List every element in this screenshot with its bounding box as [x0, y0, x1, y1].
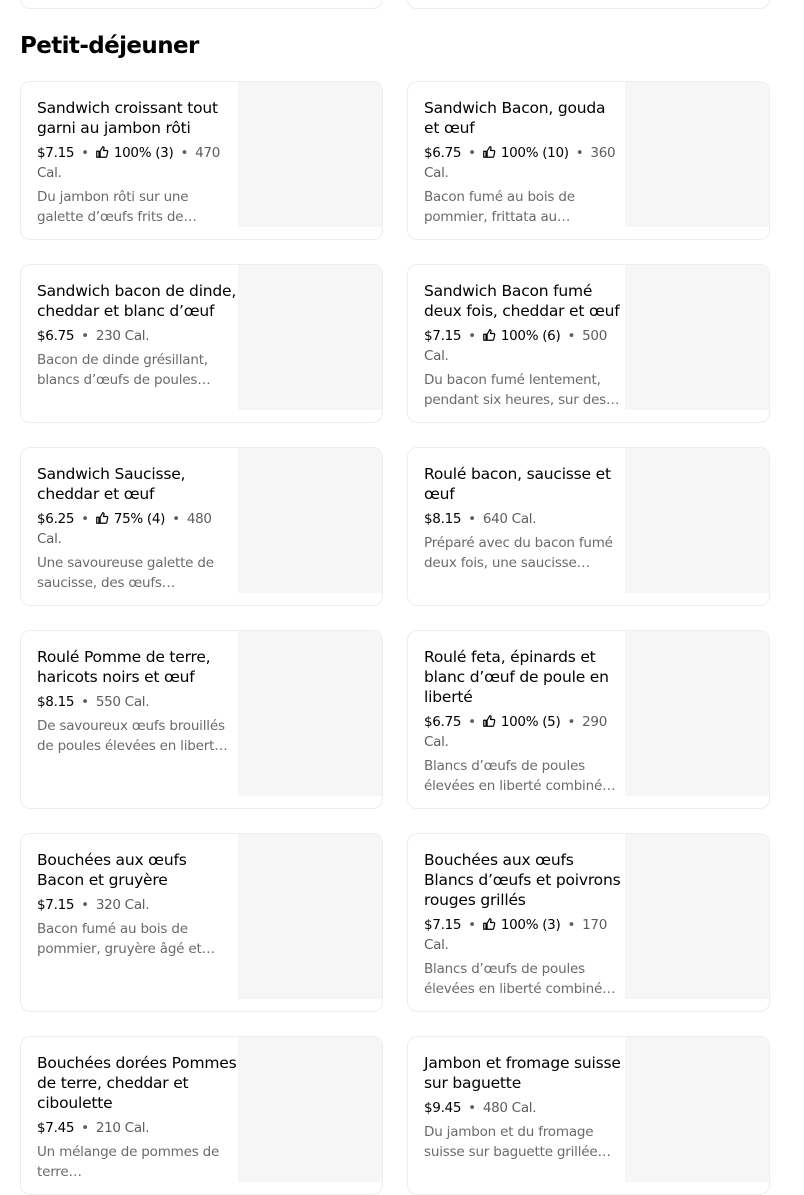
- menu-item-name: Roulé Pomme de terre, haricots noirs et œuf: [37, 648, 211, 686]
- menu-item-image[interactable]: [238, 265, 382, 410]
- menu-item-image[interactable]: [625, 448, 769, 593]
- menu-item-name: Sandwich bacon de dinde, cheddar et blanc d’œuf: [37, 282, 237, 320]
- previous-section-card[interactable]: [20, 0, 383, 9]
- menu-item-calories: 500 Cal.: [424, 328, 607, 364]
- menu-item-info: [408, 834, 625, 1011]
- menu-item-description: Du bacon fumé lentement, pendant six heures, sur des…: [424, 372, 620, 408]
- previous-section-card[interactable]: [407, 0, 770, 9]
- menu-item-name: Roulé feta, épinards et blanc d’œuf de poule en liberté: [424, 648, 609, 706]
- menu-item-calories: 640 Cal.: [482, 511, 537, 527]
- menu-item-price: $7.45: [37, 1120, 75, 1136]
- menu-item-calories: 170 Cal.: [424, 917, 607, 953]
- meta-separator: •: [468, 511, 476, 527]
- menu-item-card[interactable]: [20, 264, 383, 423]
- menu-item-name: Sandwich croissant tout garni au jambon rôti: [37, 99, 218, 137]
- menu-item-image[interactable]: [238, 448, 382, 593]
- meta-separator: •: [468, 1100, 476, 1116]
- menu-item-price: $6.25: [37, 511, 75, 527]
- menu-item-rating: 100% (5): [500, 714, 561, 730]
- menu-item-meta: [37, 143, 238, 183]
- menu-item-price: $6.75: [424, 714, 462, 730]
- menu-item-meta: [424, 1098, 625, 1118]
- menu-item-image[interactable]: [625, 82, 769, 227]
- menu-item-rating: 100% (10): [500, 145, 569, 161]
- menu-item-name: Bouchées dorées Pommes de terre, cheddar et ciboulette: [37, 1054, 237, 1112]
- menu-item-image[interactable]: [238, 631, 382, 796]
- menu-item-calories: 320 Cal.: [95, 897, 150, 913]
- menu-item-description: Blancs d’œufs de poules élevées en liberté combiné…: [424, 961, 616, 997]
- menu-item-meta: [424, 326, 625, 366]
- menu-item-description: Bacon fumé au bois de pommier, frittata au…: [424, 189, 575, 225]
- menu-item-info: [21, 265, 238, 422]
- menu-item-description: De savoureux œufs brouillés de poules élevées en libert…: [37, 718, 228, 754]
- menu-item-rating: 100% (3): [113, 145, 174, 161]
- menu-item-price: $7.15: [37, 145, 75, 161]
- meta-separator: •: [567, 917, 576, 933]
- menu-item-image[interactable]: [625, 1037, 769, 1182]
- meta-separator: •: [468, 714, 476, 730]
- menu-item-card[interactable]: [407, 264, 770, 423]
- menu-item-info: [408, 82, 625, 239]
- menu-item-meta: [37, 1118, 238, 1138]
- menu-item-calories: 480 Cal.: [37, 511, 212, 547]
- menu-item-price: $9.45: [424, 1100, 462, 1116]
- menu-item-rating: 100% (6): [500, 328, 561, 344]
- menu-item-card[interactable]: [407, 447, 770, 606]
- thumbs-up-icon: [96, 146, 108, 158]
- menu-item-image[interactable]: [625, 834, 769, 999]
- menu-item-price: $8.15: [424, 511, 462, 527]
- meta-separator: •: [81, 145, 89, 161]
- menu-item-description: Blancs d’œufs de poules élevées en liberté combiné…: [424, 758, 616, 794]
- menu-item-name: Roulé bacon, saucisse et œuf: [424, 465, 611, 503]
- menu-item-card[interactable]: [407, 1036, 770, 1195]
- menu-item-info: [408, 1037, 625, 1194]
- meta-separator: •: [180, 145, 189, 161]
- menu-item-calories: 550 Cal.: [95, 694, 150, 710]
- menu-item-rating: 75% (4): [113, 511, 166, 527]
- meta-separator: •: [81, 511, 89, 527]
- menu-item-price: $7.15: [424, 917, 462, 933]
- menu-item-meta: [424, 712, 625, 752]
- menu-item-card[interactable]: [407, 833, 770, 1012]
- menu-item-info: [408, 631, 625, 808]
- menu-item-meta: [37, 692, 238, 712]
- section-title: Petit-déjeuner: [20, 33, 199, 59]
- menu-item-card[interactable]: [20, 1036, 383, 1195]
- menu-item-calories: 230 Cal.: [95, 328, 150, 344]
- meta-separator: •: [172, 511, 180, 527]
- menu-item-description: Bacon fumé au bois de pommier, gruyère âgé et…: [37, 921, 215, 957]
- meta-separator: •: [567, 328, 576, 344]
- menu-item-meta: [37, 326, 238, 346]
- menu-item-meta: [424, 143, 625, 183]
- thumbs-up-icon: [483, 146, 495, 158]
- meta-separator: •: [468, 145, 476, 161]
- menu-item-calories: 470 Cal.: [37, 145, 220, 181]
- menu-item-card[interactable]: [20, 630, 383, 809]
- menu-item-grid: [20, 81, 770, 1195]
- menu-item-name: Jambon et fromage suisse sur baguette: [424, 1054, 621, 1092]
- menu-item-price: $7.15: [424, 328, 462, 344]
- menu-item-image[interactable]: [625, 265, 769, 410]
- menu-item-image[interactable]: [238, 82, 382, 227]
- menu-item-name: Sandwich Saucisse, cheddar et œuf: [37, 465, 186, 503]
- menu-item-meta: [424, 509, 625, 529]
- menu-item-info: [21, 1037, 238, 1194]
- menu-item-info: [408, 448, 625, 605]
- menu-item-meta: [37, 509, 238, 549]
- meta-separator: •: [81, 1120, 89, 1136]
- meta-separator: •: [575, 145, 584, 161]
- menu-item-name: Bouchées aux œufs Bacon et gruyère: [37, 851, 187, 889]
- menu-item-price: $8.15: [37, 694, 75, 710]
- meta-separator: •: [81, 694, 89, 710]
- menu-item-description: Une savoureuse galette de saucisse, des œufs…: [37, 555, 214, 591]
- menu-item-description: Du jambon rôti sur une galette d’œufs frits de…: [37, 189, 197, 225]
- menu-item-card[interactable]: [20, 833, 383, 1012]
- menu-item-description: Un mélange de pommes de terre…: [37, 1144, 220, 1180]
- menu-item-calories: 290 Cal.: [424, 714, 607, 750]
- menu-item-meta: [424, 915, 625, 955]
- menu-item-name: Sandwich Bacon, gouda et œuf: [424, 99, 606, 137]
- menu-item-info: [21, 631, 238, 808]
- menu-item-card[interactable]: [407, 81, 770, 240]
- meta-separator: •: [567, 714, 576, 730]
- menu-item-image[interactable]: [238, 834, 382, 999]
- menu-item-image[interactable]: [625, 631, 769, 796]
- menu-item-name: Sandwich Bacon fumé deux fois, cheddar et œuf: [424, 282, 620, 320]
- thumbs-up-icon: [483, 329, 495, 341]
- thumbs-up-icon: [96, 512, 108, 524]
- menu-item-info: [408, 265, 625, 422]
- menu-item-card[interactable]: [20, 447, 383, 606]
- meta-separator: •: [81, 328, 89, 344]
- thumbs-up-icon: [483, 918, 495, 930]
- menu-item-card[interactable]: [407, 630, 770, 809]
- thumbs-up-icon: [483, 715, 495, 727]
- menu-item-price: $6.75: [424, 145, 462, 161]
- menu-item-info: [21, 834, 238, 1011]
- menu-item-price: $7.15: [37, 897, 75, 913]
- menu-item-description: Du jambon et du fromage suisse sur baguette grillée…: [424, 1124, 611, 1160]
- meta-separator: •: [81, 897, 89, 913]
- menu-item-calories: 360 Cal.: [424, 145, 616, 181]
- menu-item-description: Bacon de dinde grésillant, blancs d’œufs de poules…: [37, 352, 211, 388]
- menu-item-meta: [37, 895, 238, 915]
- menu-item-image[interactable]: [238, 1037, 382, 1182]
- menu-item-info: [21, 82, 238, 239]
- menu-item-calories: 210 Cal.: [95, 1120, 150, 1136]
- menu-item-info: [21, 448, 238, 605]
- menu-item-name: Bouchées aux œufs Blancs d’œufs et poivrons rouges grillés: [424, 851, 621, 909]
- menu-item-description: Préparé avec du bacon fumé deux fois, une saucisse…: [424, 535, 613, 571]
- menu-item-rating: 100% (3): [500, 917, 561, 933]
- menu-item-calories: 480 Cal.: [482, 1100, 537, 1116]
- meta-separator: •: [468, 917, 476, 933]
- meta-separator: •: [468, 328, 476, 344]
- menu-item-price: $6.75: [37, 328, 75, 344]
- menu-item-card[interactable]: [20, 81, 383, 240]
